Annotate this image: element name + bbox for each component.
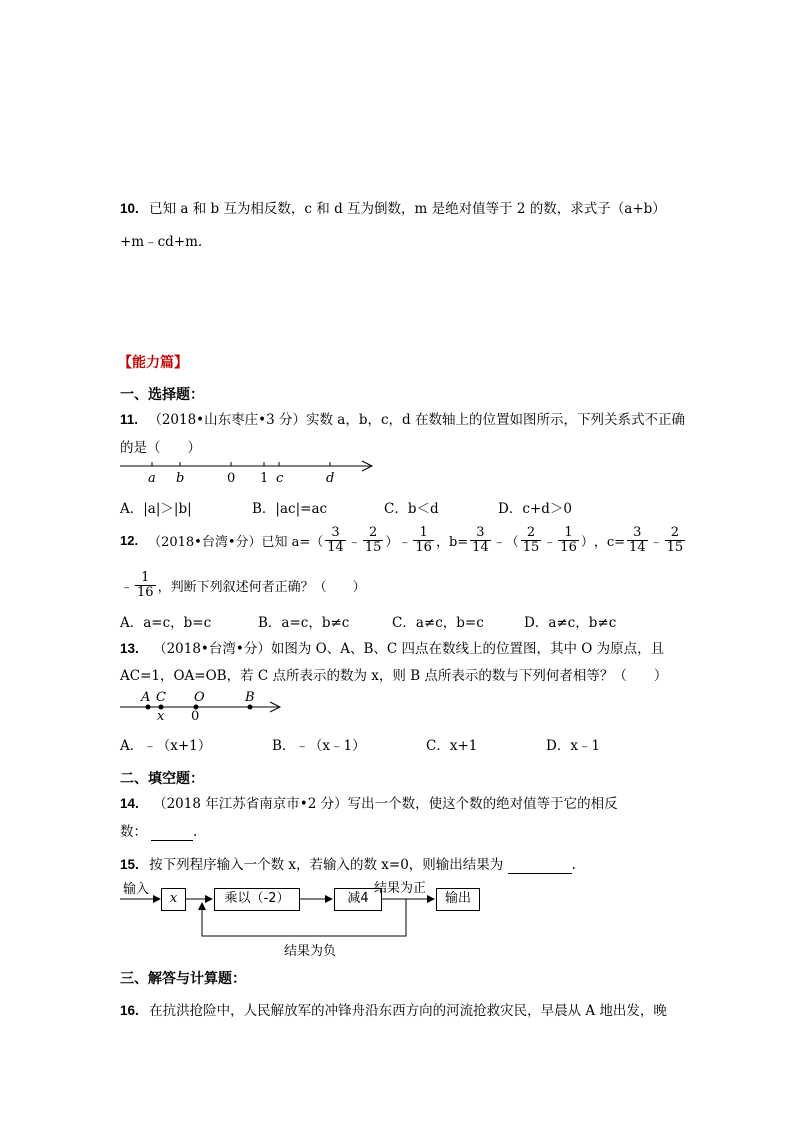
flow-input-label: 输入 xyxy=(123,882,150,897)
question-number: 14. xyxy=(120,796,139,811)
fraction: $\frac{2}{15}$ xyxy=(364,524,382,555)
q13-line2: AC=1，OA=OB，若 C 点所表示的数为 x，则 B 点所表示的数与下列何者相等？（ ） xyxy=(120,668,668,684)
q15-line1: 15. 按下列程序输入一个数 x，若输入的数 x=0，则输出结果为 . xyxy=(120,857,576,873)
q12-line2: ﹣ $\frac{1}{16}$ ，判断下列叙述何者正确？（ ） xyxy=(120,569,366,600)
part-heading-fill: 二、填空题： xyxy=(120,771,204,787)
q11-option-c: C．b＜d xyxy=(384,501,439,517)
fraction: $\frac{3}{14}$ xyxy=(629,524,646,555)
q11-line1 xyxy=(120,408,685,428)
axis-label-x: x xyxy=(157,709,165,724)
fraction: $\frac{2}{15}$ xyxy=(522,524,540,555)
fraction: $\frac{1}{16}$ xyxy=(560,524,577,555)
fraction: $\frac{1}{16}$ xyxy=(415,524,432,555)
axis-label-0: 0 xyxy=(227,471,236,486)
fraction: $\frac{1}{16}$ xyxy=(137,569,154,600)
answer-blank xyxy=(151,824,193,841)
answer-blank xyxy=(508,857,572,874)
flow-box-multiply: 乘以（-2） xyxy=(214,888,300,911)
question-text: 已知 a 和 b 互为相反数，c 和 d 互为倒数，m 是绝对值等于 2 的数，求式子（a+b） xyxy=(149,201,666,217)
q15-flowchart xyxy=(118,874,488,960)
q12-option-b: B．a=c，b≠c xyxy=(258,615,350,631)
q13-line1 xyxy=(120,637,664,657)
question-text: （2018 年江苏省南京市•2 分）写出一个数，使这个数的绝对值等于它的相反 xyxy=(153,796,618,812)
flow-box-output: 输出 xyxy=(436,888,480,911)
question-number: 11. xyxy=(120,412,139,427)
flow-box-x: x xyxy=(161,888,186,911)
axis-label-O: O xyxy=(194,690,205,705)
q12-option-c: C．a≠c，b=c xyxy=(392,615,484,631)
part-heading-solve: 三、解答与计算题： xyxy=(120,971,246,987)
question-number: 13. xyxy=(120,641,139,656)
question-number: 12. xyxy=(120,532,139,548)
q11-option-a: A．|a|＞|b| xyxy=(120,501,192,517)
q11-number-line xyxy=(118,458,378,488)
axis-label-d: d xyxy=(326,471,335,486)
flow-box-subtract: 减4 xyxy=(334,888,382,911)
question-number: 10. xyxy=(120,201,139,216)
axis-label-a: a xyxy=(148,471,156,486)
flow-positive-label: 结果为正 xyxy=(374,881,427,896)
q13-option-a: A．﹣（x+1） xyxy=(120,738,212,754)
q10-line1 xyxy=(120,197,666,217)
fraction: $\frac{3}{14}$ xyxy=(472,524,489,555)
q11-line2: 的是（ ） xyxy=(120,440,201,456)
axis-label-C: C xyxy=(156,690,166,705)
axis-label-b: b xyxy=(176,471,185,486)
fraction: $\frac{2}{15}$ xyxy=(666,524,684,555)
q13-number-line xyxy=(118,688,288,724)
q14-line2: 数： . xyxy=(120,824,198,840)
q14-line1 xyxy=(120,792,618,812)
question-text: 按下列程序输入一个数 x，若输入的数 x=0，则输出结果为 xyxy=(149,857,504,873)
fraction: $\frac{3}{14}$ xyxy=(327,524,344,555)
q12-line1: 12. （2018•台湾•分）已知 a=（ $\frac{3}{14}$ ﹣ $\frac{2}{15}$ ）﹣ $\frac{1}{16}$ ，b= $\frac{3}{14}$ ﹣（ $\frac{2}{15}$ ﹣ $\frac{1}{16}$ ） ，c= $\frac{3}{14}$ ﹣ $\frac{2}{15}$ xyxy=(120,524,684,555)
q10-line2: +m﹣cd+m. xyxy=(120,234,203,250)
question-text: （2018•台湾•分）如图为 O、A、B、C 四点在数线上的位置图，其中 O 为原点，且 xyxy=(153,641,665,657)
part-heading-choice: 一、选择题： xyxy=(120,387,204,403)
q12-option-a: A．a=c，b=c xyxy=(120,615,212,631)
axis-label-zero: 0 xyxy=(191,709,200,724)
question-text: ，判断下列叙述何者正确？（ ） xyxy=(157,579,366,595)
question-text: 在抗洪抢险中，人民解放军的冲锋舟沿东西方向的河流抢救灾民，早晨从 A 地出发，晚 xyxy=(149,1003,667,1019)
axis-label-A: A xyxy=(141,690,151,705)
question-text: （2018•台湾•分）已知 a=（ xyxy=(148,534,324,550)
q16-line1 xyxy=(120,999,667,1019)
axis-label-B: B xyxy=(245,690,255,705)
axis-label-c: c xyxy=(276,471,284,486)
q12-option-d: D．a≠c，b≠c xyxy=(524,615,617,631)
question-text: （2018•山东枣庄•3 分）实数 a，b，c，d 在数轴上的位置如图所示，下列关系式不正确 xyxy=(148,412,685,428)
section-header: 【能力篇】 xyxy=(118,355,188,371)
question-number: 15. xyxy=(120,857,139,872)
q11-option-b: B．|ac|=ac xyxy=(252,501,328,517)
flow-negative-label: 结果为负 xyxy=(284,944,337,959)
q13-option-d: D．x﹣1 xyxy=(546,738,601,754)
q11-option-d: D．c+d＞0 xyxy=(498,501,572,517)
axis-label-1: 1 xyxy=(260,471,269,486)
question-number: 16. xyxy=(120,1003,139,1018)
q13-option-b: B．﹣（x﹣1） xyxy=(272,738,366,754)
q13-option-c: C．x+1 xyxy=(426,738,478,754)
